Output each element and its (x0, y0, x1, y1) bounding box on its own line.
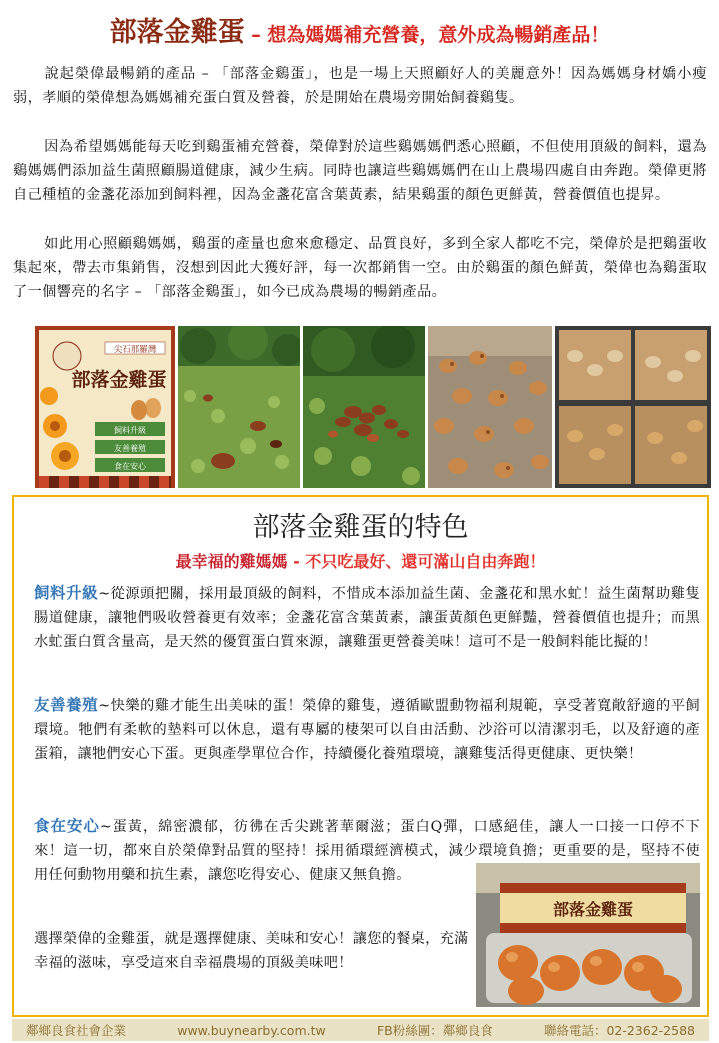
intro-paragraph-1: 說起榮偉最暢銷的產品 – 「部落金鷄蛋」，也是一場上天照顧好人的美麗意外！因為媽媽身材嬌小瘦弱，孝順的榮偉想為媽媽補充蛋白質及營養，於是開始在農場旁開始飼養鷄隻。 (13, 66, 707, 106)
footer-website-link[interactable]: www.buynearby.com.tw (177, 1022, 326, 1038)
title-main: 部落金雞蛋 (109, 17, 245, 48)
product-line1-text: 飼料升級 (114, 426, 146, 435)
feature-feed (34, 581, 700, 654)
chicks-boxes-photo (555, 326, 711, 488)
product-line2-text: 友善養殖 (114, 444, 146, 453)
feature-farming (34, 693, 700, 766)
footer-phone: 聯絡電話：02-2362-2588 (543, 1023, 695, 1038)
feature-text: ~快樂的雞才能生出美味的蛋！榮偉的雞隻，遵循歐盟動物福利規範，享受著寬敞舒適的平飼環境。牠們有柔軟的墊料可以休息，還有專屬的棲架可以自由活動、沙浴可以清潔羽毛，以及舒適的產蛋箱，讓牠們安心下蛋。更與產學單位合作，持續優化養殖環境，讓雞隻活得更健康、更快樂！ (34, 698, 700, 762)
feature-text: ~蛋黃，綿密濃郁，彷彿在舌尖跳著華爾滋；蛋白Q彈，口感絕佳，讓人一口接一口停不下來！這一切，都來自於榮偉對品質的堅持！採用循環經濟模式，減少環境負擔；更重要的是，堅持不使用任何動物用藥和抗生素，讓您吃得安心、健康又無負擔。 (34, 819, 700, 883)
features-box (12, 495, 709, 1017)
feature-heading: 飼料升級 (34, 583, 99, 602)
product-box-photo (35, 326, 175, 488)
features-title: 部落金雞蛋的特色 (252, 512, 469, 543)
chickens-field-photo-1 (178, 326, 300, 488)
page-title (0, 10, 719, 49)
footer-fb: FB粉絲團：鄰鄉良食 (376, 1023, 493, 1038)
chickens-field-photo-2 (303, 326, 425, 488)
footer (12, 1019, 709, 1041)
feature-heading: 食在安心 (34, 816, 100, 835)
photo-strip (35, 326, 711, 488)
closing-paragraph: 選擇榮偉的金雞蛋，就是選擇健康、美味和安心！讓您的餐桌，充滿幸福的滋味，享受這來自幸福農場的頂級美味吧！ (34, 931, 469, 971)
chicks-photo (428, 326, 552, 488)
feature-text: ~從源頭把關，採用最頂級的飼料，不惜成本添加益生菌、金盞花和黑水虻！益生菌幫助雞隻腸道健康，讓牠們吸收營養更有效率；金盞花富含葉黃素，讓蛋黃顏色更鮮豔，營養價值也提升；而黑水虻蛋白質含量高，是天然的優質蛋白質來源，讓雞蛋更營養美味！這可不是一般飼料能比擬的！ (34, 586, 700, 650)
features-subtitle (14, 549, 707, 572)
features-subtitle-highlight: 最幸福的雞媽媽 (175, 552, 288, 571)
egg-pack-label: 部落金雞蛋 (552, 900, 634, 919)
egg-pack-photo (476, 863, 700, 1007)
intro-paragraph-3: 如此用心照顧鷄媽媽，鷄蛋的產量也愈來愈穩定、品質良好，多到全家人都吃不完，榮偉於是把鷄蛋收集起來，帶去市集銷售，沒想到因此大獲好評，每一次都銷售一空。由於鷄蛋的顏色鮮黃，榮偉也為鷄蛋取了一個響亮的名字 – 「部落金鷄蛋」，如今已成為農場的暢銷產品。 (13, 236, 707, 300)
title-subtitle: – 想為媽媽補充營養，意外成為暢銷產品！ (244, 24, 610, 46)
feature-heading: 友善養殖 (34, 695, 99, 714)
product-name-text: 部落金雞蛋 (71, 369, 167, 391)
product-brand-text: 尖石那羅灣 (113, 345, 157, 355)
footer-org: 鄰鄉良食社會企業 (26, 1023, 127, 1038)
intro-paragraph-2: 因為希望媽媽能每天吃到鷄蛋補充營養，榮偉對於這些鷄媽媽們悉心照顧，不但使用頂級的飼料，還為鷄媽媽們添加益生菌照顧腸道健康，減少生病。同時也讓這些鷄媽媽們在山上農場四處自由奔跑。榮偉更將自己種植的金盞花添加到飼料裡，因為金盞花富含葉黃素，結果鷄蛋的顏色更鮮黃，營養價值也提昇。 (13, 139, 707, 203)
features-subtitle-rest: - 不只吃最好、還可滿山自由奔跑！ (287, 552, 546, 571)
product-line3-text: 食在安心 (114, 462, 146, 471)
